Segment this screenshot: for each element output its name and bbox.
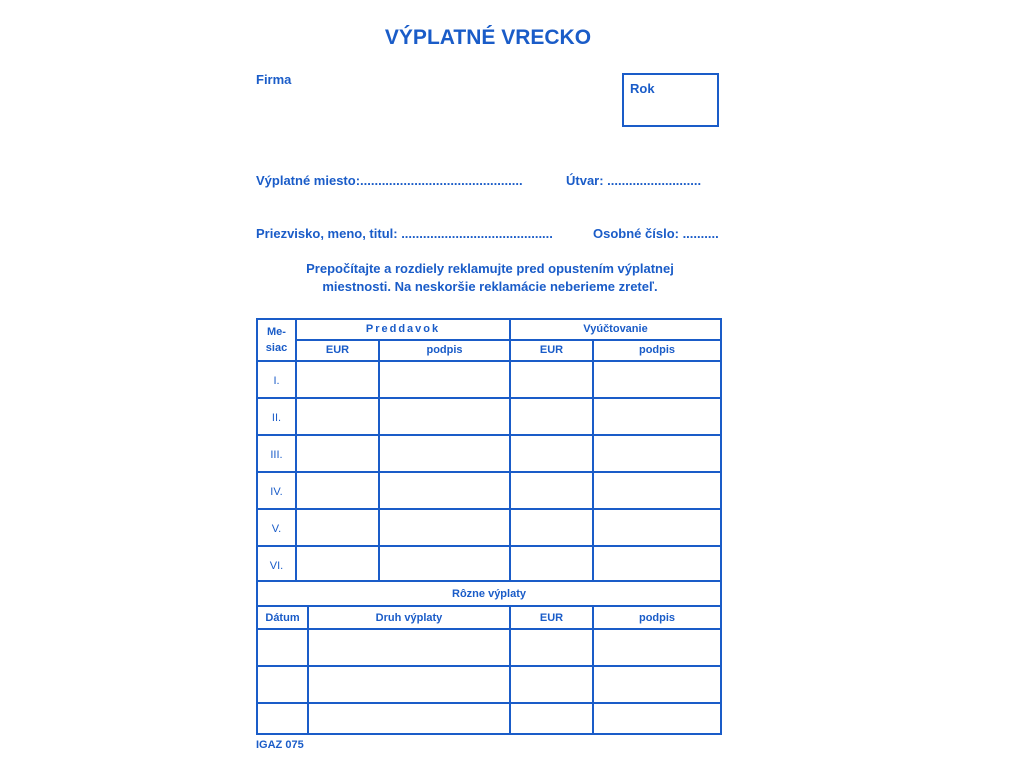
mesiac-header-1: Me- [267,326,286,338]
notice-line-1: Prepočítajte a rozdiely reklamujte pred opustením výplatnej [306,261,674,276]
rok-label: Rok [630,81,655,96]
month-label: VI. [269,560,284,572]
month-label: IV. [270,486,283,498]
druh-vyplaty-header: Druh výplaty [375,612,443,624]
eur-header-2: EUR [539,344,564,356]
month-label: III. [270,449,283,461]
form-code: IGAZ 075 [256,739,304,751]
month-label: V. [271,523,282,535]
month-label: II. [271,412,282,424]
podpis-header-2: podpis [638,344,676,356]
rozne-vyplaty-header: Rôzne výplaty [452,588,526,600]
eur-header-3: EUR [539,612,564,624]
rok-box[interactable] [622,73,719,127]
priezvisko-field[interactable]: Priezvisko, meno, titul: .......................................... [256,226,553,241]
form-title: VÝPLATNÉ VRECKO [384,26,592,49]
osobne-cislo-field[interactable]: Osobné číslo: .......... [593,226,719,241]
month-label: I. [273,375,280,387]
datum-header: Dátum [265,612,300,624]
preddavok-header: Preddavok [365,323,441,335]
firma-label: Firma [256,72,292,87]
podpis-header-3: podpis [638,612,676,624]
utvar-field[interactable]: Útvar: .......................... [566,173,702,188]
vyuctovanie-header: Vyúčtovanie [583,323,648,335]
podpis-header-1: podpis [426,344,463,356]
payroll-table [256,318,722,735]
vyplatne-miesto-field[interactable]: Výplatné miesto:............................................. [256,173,523,188]
eur-header-1: EUR [325,344,350,356]
mesiac-header-2: siac [265,342,288,354]
notice-line-2: miestnosti. Na neskoršie reklamácie neberieme zreteľ. [322,279,658,294]
notice-text [220,260,760,296]
